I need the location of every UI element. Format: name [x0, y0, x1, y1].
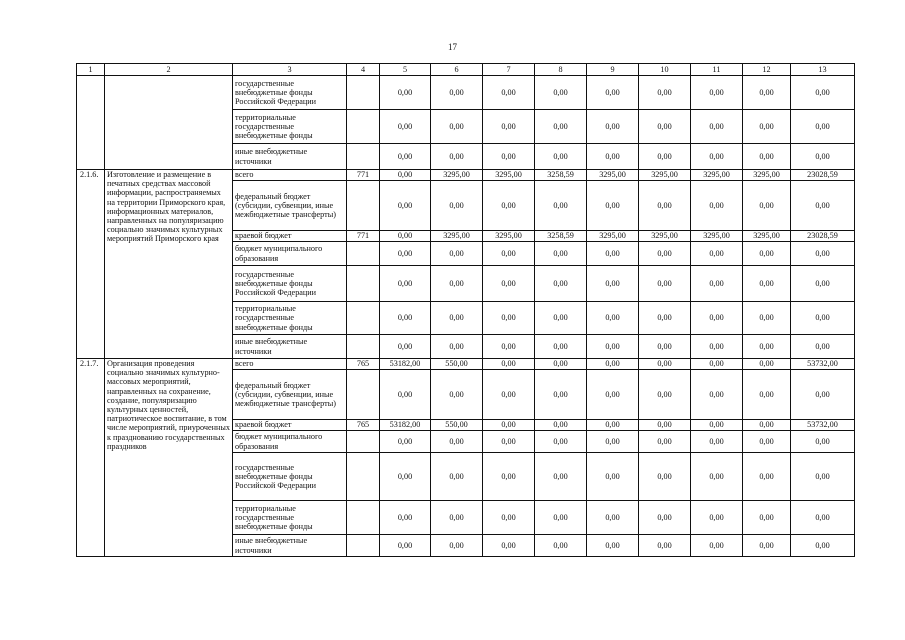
amount-cell: 0,00 — [639, 370, 691, 420]
amount-cell: 0,00 — [743, 370, 791, 420]
amount-cell: 0,00 — [535, 76, 587, 110]
amount-cell: 0,00 — [483, 359, 535, 370]
amount-cell: 0,00 — [639, 302, 691, 335]
amount-cell: 0,00 — [380, 181, 431, 231]
column-header-6: 6 — [431, 64, 483, 76]
column-header-2: 2 — [105, 64, 233, 76]
amount-cell: 0,00 — [639, 420, 691, 431]
column-header-4: 4 — [347, 64, 380, 76]
column-header-7: 7 — [483, 64, 535, 76]
amount-cell: 0,00 — [639, 266, 691, 302]
amount-cell: 0,00 — [791, 110, 855, 144]
amount-cell: 0,00 — [431, 431, 483, 453]
amount-cell: 0,00 — [587, 144, 639, 170]
amount-cell: 0,00 — [483, 335, 535, 359]
amount-cell: 550,00 — [431, 420, 483, 431]
budget-code — [347, 535, 380, 557]
amount-cell: 0,00 — [639, 359, 691, 370]
amount-cell: 0,00 — [587, 76, 639, 110]
amount-cell: 0,00 — [639, 76, 691, 110]
amount-cell: 0,00 — [535, 110, 587, 144]
amount-cell: 0,00 — [535, 335, 587, 359]
amount-cell: 0,00 — [380, 535, 431, 557]
header-row — [77, 64, 855, 76]
amount-cell: 0,00 — [791, 431, 855, 453]
amount-cell: 0,00 — [691, 266, 743, 302]
amount-cell: 0,00 — [587, 501, 639, 535]
amount-cell: 0,00 — [691, 535, 743, 557]
amount-cell: 0,00 — [483, 453, 535, 501]
amount-cell: 0,00 — [587, 335, 639, 359]
amount-cell: 0,00 — [791, 501, 855, 535]
budget-table — [76, 63, 855, 557]
table-row — [77, 170, 855, 181]
amount-cell: 0,00 — [587, 431, 639, 453]
budget-code — [347, 431, 380, 453]
amount-cell: 0,00 — [535, 302, 587, 335]
budget-code — [347, 76, 380, 110]
amount-cell: 23028,59 — [791, 231, 855, 242]
amount-cell: 3295,00 — [431, 170, 483, 181]
amount-cell: 53182,00 — [380, 420, 431, 431]
table-row — [77, 76, 855, 110]
budget-code: 765 — [347, 359, 380, 370]
amount-cell: 0,00 — [639, 242, 691, 266]
budget-code — [347, 181, 380, 231]
amount-cell: 0,00 — [587, 535, 639, 557]
funding-source: федеральный бюджет (субсидии, субвенции, иные межбюджетные трансферты) — [233, 181, 347, 231]
amount-cell: 3295,00 — [743, 231, 791, 242]
column-header-11: 11 — [691, 64, 743, 76]
amount-cell: 0,00 — [483, 110, 535, 144]
amount-cell: 0,00 — [691, 420, 743, 431]
amount-cell: 3295,00 — [483, 231, 535, 242]
amount-cell: 3295,00 — [483, 170, 535, 181]
amount-cell: 0,00 — [431, 266, 483, 302]
budget-code: 765 — [347, 420, 380, 431]
amount-cell: 0,00 — [535, 535, 587, 557]
amount-cell: 0,00 — [691, 144, 743, 170]
amount-cell: 0,00 — [483, 431, 535, 453]
budget-code: 771 — [347, 231, 380, 242]
measure-name: Изготовление и размещение в печатных средствах массовой информации, распространяемых на территории Приморского края, информационных материалов, направленных на популяризацию социально значимых культурных мероприятий Приморского края — [105, 170, 233, 359]
amount-cell: 0,00 — [535, 144, 587, 170]
amount-cell: 0,00 — [691, 242, 743, 266]
amount-cell: 0,00 — [639, 110, 691, 144]
amount-cell: 0,00 — [691, 181, 743, 231]
measure-code — [77, 76, 105, 170]
amount-cell: 0,00 — [431, 181, 483, 231]
amount-cell: 0,00 — [587, 420, 639, 431]
amount-cell: 0,00 — [535, 181, 587, 231]
amount-cell: 0,00 — [535, 431, 587, 453]
funding-source: всего — [233, 359, 347, 370]
amount-cell: 0,00 — [535, 501, 587, 535]
amount-cell: 0,00 — [483, 242, 535, 266]
funding-source: всего — [233, 170, 347, 181]
amount-cell: 0,00 — [639, 181, 691, 231]
amount-cell: 0,00 — [483, 181, 535, 231]
budget-code — [347, 370, 380, 420]
measure-code: 2.1.6. — [77, 170, 105, 359]
amount-cell: 0,00 — [743, 431, 791, 453]
funding-source: иные внебюджетные источники — [233, 535, 347, 557]
amount-cell: 0,00 — [380, 335, 431, 359]
amount-cell: 550,00 — [431, 359, 483, 370]
amount-cell: 0,00 — [483, 144, 535, 170]
amount-cell: 0,00 — [743, 501, 791, 535]
amount-cell: 0,00 — [743, 420, 791, 431]
amount-cell: 0,00 — [691, 359, 743, 370]
amount-cell: 0,00 — [743, 335, 791, 359]
amount-cell: 0,00 — [743, 266, 791, 302]
amount-cell: 0,00 — [483, 370, 535, 420]
amount-cell: 0,00 — [691, 370, 743, 420]
amount-cell: 0,00 — [535, 370, 587, 420]
amount-cell: 3295,00 — [691, 170, 743, 181]
amount-cell: 0,00 — [639, 144, 691, 170]
amount-cell: 0,00 — [587, 242, 639, 266]
amount-cell: 0,00 — [483, 266, 535, 302]
amount-cell: 0,00 — [691, 76, 743, 110]
amount-cell: 0,00 — [587, 266, 639, 302]
amount-cell: 0,00 — [743, 181, 791, 231]
funding-source: территориальные государственные внебюджетные фонды — [233, 302, 347, 335]
amount-cell: 0,00 — [743, 242, 791, 266]
amount-cell: 0,00 — [791, 242, 855, 266]
amount-cell: 3295,00 — [639, 170, 691, 181]
funding-source: иные внебюджетные источники — [233, 144, 347, 170]
column-header-1: 1 — [77, 64, 105, 76]
amount-cell: 0,00 — [791, 181, 855, 231]
amount-cell: 0,00 — [380, 144, 431, 170]
amount-cell: 0,00 — [587, 181, 639, 231]
amount-cell: 0,00 — [587, 453, 639, 501]
amount-cell: 0,00 — [639, 335, 691, 359]
amount-cell: 3295,00 — [743, 170, 791, 181]
amount-cell: 0,00 — [587, 110, 639, 144]
column-header-9: 9 — [587, 64, 639, 76]
budget-code — [347, 335, 380, 359]
amount-cell: 0,00 — [380, 76, 431, 110]
page-number: 17 — [448, 42, 457, 52]
funding-source: иные внебюджетные источники — [233, 335, 347, 359]
amount-cell: 0,00 — [380, 170, 431, 181]
amount-cell: 0,00 — [535, 242, 587, 266]
amount-cell: 0,00 — [380, 231, 431, 242]
amount-cell: 0,00 — [535, 420, 587, 431]
amount-cell: 3295,00 — [431, 231, 483, 242]
amount-cell: 3295,00 — [587, 170, 639, 181]
amount-cell: 0,00 — [431, 144, 483, 170]
amount-cell: 3295,00 — [587, 231, 639, 242]
column-header-12: 12 — [743, 64, 791, 76]
amount-cell: 0,00 — [483, 302, 535, 335]
amount-cell: 3258,59 — [535, 170, 587, 181]
amount-cell: 0,00 — [380, 242, 431, 266]
amount-cell: 0,00 — [791, 370, 855, 420]
amount-cell: 0,00 — [743, 359, 791, 370]
amount-cell: 0,00 — [380, 110, 431, 144]
amount-cell: 3295,00 — [639, 231, 691, 242]
amount-cell: 0,00 — [639, 453, 691, 501]
amount-cell: 53732,00 — [791, 420, 855, 431]
amount-cell: 0,00 — [639, 431, 691, 453]
amount-cell: 0,00 — [431, 110, 483, 144]
budget-code — [347, 266, 380, 302]
amount-cell: 0,00 — [380, 501, 431, 535]
funding-source: государственные внебюджетные фонды Российской Федерации — [233, 76, 347, 110]
measure-name — [105, 76, 233, 170]
amount-cell: 0,00 — [791, 335, 855, 359]
budget-code — [347, 242, 380, 266]
column-header-5: 5 — [380, 64, 431, 76]
amount-cell: 3295,00 — [691, 231, 743, 242]
funding-source: территориальные государственные внебюджетные фонды — [233, 110, 347, 144]
amount-cell: 23028,59 — [791, 170, 855, 181]
funding-source: государственные внебюджетные фонды Российской Федерации — [233, 266, 347, 302]
measure-code: 2.1.7. — [77, 359, 105, 557]
amount-cell: 0,00 — [380, 266, 431, 302]
funding-source: бюджет муниципального образования — [233, 431, 347, 453]
amount-cell: 0,00 — [587, 370, 639, 420]
amount-cell: 0,00 — [743, 144, 791, 170]
amount-cell: 0,00 — [691, 110, 743, 144]
amount-cell: 0,00 — [691, 453, 743, 501]
funding-source: государственные внебюджетные фонды Российской Федерации — [233, 453, 347, 501]
amount-cell: 0,00 — [483, 420, 535, 431]
amount-cell: 0,00 — [431, 370, 483, 420]
amount-cell: 0,00 — [691, 501, 743, 535]
amount-cell: 0,00 — [380, 370, 431, 420]
funding-source: краевой бюджет — [233, 420, 347, 431]
funding-source: краевой бюджет — [233, 231, 347, 242]
amount-cell: 0,00 — [587, 359, 639, 370]
table-row — [77, 359, 855, 370]
amount-cell: 0,00 — [791, 535, 855, 557]
amount-cell: 0,00 — [535, 266, 587, 302]
amount-cell: 0,00 — [431, 535, 483, 557]
amount-cell: 0,00 — [535, 359, 587, 370]
column-header-8: 8 — [535, 64, 587, 76]
column-header-3: 3 — [233, 64, 347, 76]
budget-code — [347, 501, 380, 535]
budget-code — [347, 144, 380, 170]
amount-cell: 0,00 — [431, 242, 483, 266]
amount-cell: 3258,59 — [535, 231, 587, 242]
amount-cell: 0,00 — [483, 501, 535, 535]
amount-cell: 0,00 — [380, 431, 431, 453]
amount-cell: 0,00 — [639, 535, 691, 557]
amount-cell: 53182,00 — [380, 359, 431, 370]
amount-cell: 0,00 — [791, 76, 855, 110]
amount-cell: 0,00 — [743, 302, 791, 335]
amount-cell: 0,00 — [380, 453, 431, 501]
amount-cell: 0,00 — [431, 335, 483, 359]
budget-code — [347, 110, 380, 144]
amount-cell: 0,00 — [743, 535, 791, 557]
amount-cell: 0,00 — [743, 76, 791, 110]
funding-source: территориальные государственные внебюджетные фонды — [233, 501, 347, 535]
amount-cell: 0,00 — [791, 302, 855, 335]
funding-source: федеральный бюджет (субсидии, субвенции, иные межбюджетные трансферты) — [233, 370, 347, 420]
column-header-10: 10 — [639, 64, 691, 76]
amount-cell: 0,00 — [639, 501, 691, 535]
amount-cell: 0,00 — [431, 453, 483, 501]
budget-code: 771 — [347, 170, 380, 181]
amount-cell: 53732,00 — [791, 359, 855, 370]
amount-cell: 0,00 — [691, 431, 743, 453]
amount-cell: 0,00 — [431, 501, 483, 535]
amount-cell: 0,00 — [587, 302, 639, 335]
amount-cell: 0,00 — [791, 453, 855, 501]
budget-code — [347, 453, 380, 501]
measure-name: Организация проведения социально значимых культурно-массовых мероприятий, направленных на сохранение, создание, популяризацию культурных ценностей, патриотическое воспитание, в том числе мероприятий, приуроченных к празднованию государственных праздников — [105, 359, 233, 557]
amount-cell: 0,00 — [743, 110, 791, 144]
budget-code — [347, 302, 380, 335]
funding-source: бюджет муниципального образования — [233, 242, 347, 266]
amount-cell: 0,00 — [483, 76, 535, 110]
amount-cell: 0,00 — [380, 302, 431, 335]
column-header-13: 13 — [791, 64, 855, 76]
amount-cell: 0,00 — [431, 76, 483, 110]
amount-cell: 0,00 — [431, 302, 483, 335]
amount-cell: 0,00 — [791, 266, 855, 302]
amount-cell: 0,00 — [535, 453, 587, 501]
amount-cell: 0,00 — [691, 302, 743, 335]
amount-cell: 0,00 — [483, 535, 535, 557]
amount-cell: 0,00 — [743, 453, 791, 501]
amount-cell: 0,00 — [691, 335, 743, 359]
amount-cell: 0,00 — [791, 144, 855, 170]
